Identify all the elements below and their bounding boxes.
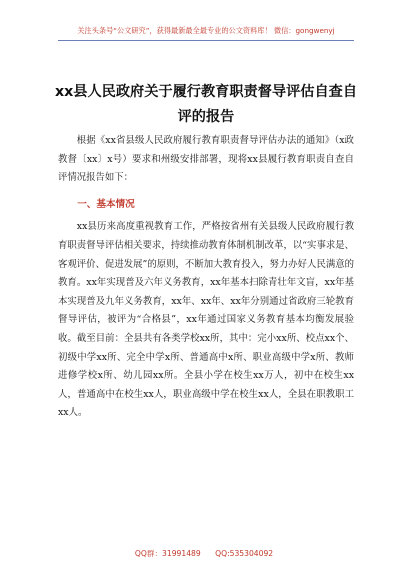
footer-qq: QQ:535304092 (215, 549, 274, 558)
footer-contact (0, 548, 408, 559)
document-body (58, 132, 354, 423)
section-heading-basic-info: 一、基本情况 (77, 198, 135, 210)
intro-paragraph: 根据《xx省县级人民政府履行教育职责督导评估办法的通知》（x政教督〔xx〕x号）要求和州级安排部署，现将xx县履行教育职责自查自评情况报告如下： (58, 135, 354, 184)
footer-qq-group: QQ群：31991489 (134, 549, 201, 558)
page-title: xx县人民政府关于履行教育职责督导评估自查自评的报告 (54, 84, 358, 125)
header-banner: 关注头条号“公文研究”，获得最新最全最专业的公文资料库！ 微信：gongwenyj (58, 22, 354, 41)
section-body-basic-info: xx县历来高度重视教育工作，严格按省州有关县级人民政府履行教育职责督导评估相关要求，持续推动教育体制机制改革，以“实事求是、客观评价、促进发展”的原则，不断加大教育投入，努力办好人民满意的教育。xx年实现普及六年义务教育，xx年基本扫除青壮年文盲，xx年基本实现普及九年义务教育，xx年、xx年、xx年分别通过省政府三轮教育督导评估，被评为“合格县”，xx年通过国家义务教育基本均衡发展验收。截至目前：全县共有各类学校xx所，其中：完小xx所、校点xx个、初级中学xx所、完全中学x所、普通高中x所、职业高级中学x所、教师进修学校x所、幼儿园xx所。全县小学在校生xx万人，初中在校生xx人，普通高中在校生xx人，职业高级中学在校生xx人，全县在职教职工xx人。 (58, 221, 354, 419)
